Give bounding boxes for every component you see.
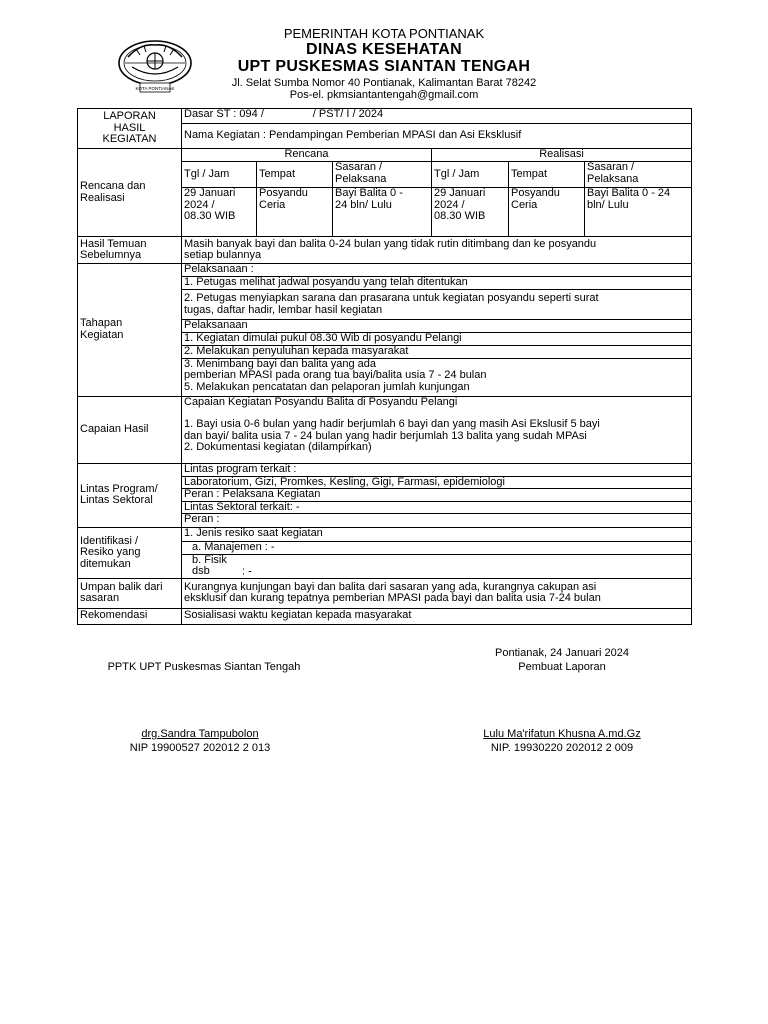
col-tempat-rencana: Tempat <box>257 162 333 188</box>
resiko-item: 1. Jenis resiko saat kegiatan <box>182 528 692 542</box>
signature-right <box>446 727 678 755</box>
right-signer-name: Lulu Ma'rifatun Khusna A.md.Gz <box>483 728 641 740</box>
tahapan-item: 2. Petugas menyiapkan sarana dan prasarana untuk kegiatan posyandu seperti surat tugas, daftar hadir, lembar hasil kegiatan <box>182 290 692 320</box>
label-resiko: Identifikasi / Resiko yang ditemukan <box>78 528 182 579</box>
label-rekomendasi: Rekomendasi <box>78 608 182 624</box>
label-tahapan: Tahapan Kegiatan <box>78 264 182 397</box>
left-signer-nip: NIP 19900527 202012 2 013 <box>129 742 271 754</box>
signature-right-header <box>452 646 672 674</box>
col-sasaran-rencana: Sasaran / Pelaksana <box>333 162 432 188</box>
col-tgl-realisasi: Tgl / Jam <box>432 162 509 188</box>
pembuat-laporan: Pembuat Laporan <box>518 661 606 673</box>
rencana-header: Rencana <box>182 149 432 162</box>
realisasi-header: Realisasi <box>432 149 692 162</box>
rencana-sasaran: Bayi Balita 0 - 24 bln/ Lulu <box>333 188 432 237</box>
rencana-tempat: Posyandu Ceria <box>257 188 333 237</box>
right-signer-nip: NIP. 19930220 202012 2 009 <box>490 742 634 754</box>
lintas-item: Peran : Pelaksana Kegiatan <box>182 489 692 502</box>
tahapan-item: Pelaksanaan <box>182 320 692 333</box>
nama-kegiatan: Nama Kegiatan : Pendampingan Pemberian MPASI dan Asi Eksklusif <box>182 124 692 149</box>
city-emblem-icon <box>116 37 194 95</box>
label-capaian: Capaian Hasil <box>78 396 182 463</box>
pptk-title: PPTK UPT Puskesmas Siantan Tengah <box>107 661 301 673</box>
lintas-item: Lintas program terkait : <box>182 463 692 476</box>
tahapan-item: 3. Menimbang bayi dan balita yang ada pemberian MPASI pada orang tua bayi/balita usia 7 - 24 bulan 5. Melakukan pencatatan dan pelaporan jumlah kunjungan <box>182 358 692 396</box>
left-signer-name: drg.Sandra Tampubolon <box>141 728 259 740</box>
hasil-temuan: Masih banyak bayi dan balita 0-24 bulan yang tidak rutin ditimbang dan ke posyandu setiap bulannya <box>182 237 692 264</box>
realisasi-tempat: Posyandu Ceria <box>509 188 585 237</box>
capaian-hasil: Capaian Kegiatan Posyandu Balita di Posyandu Pelangi 1. Bayi usia 0-6 bulan yang hadir berjumlah 6 bayi dan yang masih Asi Ekslusif 5 bayi dan bayi/ balita usia 7 - 24 bulan yang hadir berjumlah 13 balita yang sudah MPAsi 2. Dokumentasi kegiatan (dilampirkan) <box>182 396 692 463</box>
dasar-st: Dasar ST : 094 / / PST/ I / 2024 <box>182 109 692 124</box>
umpan-balik: Kurangnya kunjungan bayi dan balita dari sasaran yang ada, kurangnya cakupan asi eksklusif dan kurang tepatnya pemberian MPASI pada bayi dan balita usia 7-24 bulan <box>182 578 692 608</box>
label-hasil-temuan: Hasil Temuan Sebelumnya <box>78 237 182 264</box>
realisasi-tgl: 29 Januari 2024 / 08.30 WIB <box>432 188 509 237</box>
tahapan-item: 1. Petugas melihat jadwal posyandu yang telah ditentukan <box>182 277 692 290</box>
label-umpan-balik: Umpan balik dari sasaran <box>78 578 182 608</box>
signature-left <box>90 727 310 755</box>
resiko-item: a. Manajemen : - <box>182 542 692 555</box>
lintas-item: Peran : <box>182 514 692 528</box>
col-tempat-realisasi: Tempat <box>509 162 585 188</box>
tahapan-item: Pelaksanaan : <box>182 264 692 277</box>
place-date: Pontianak, 24 Januari 2024 <box>495 647 629 659</box>
rekomendasi: Sosialisasi waktu kegiatan kepada masyarakat <box>182 608 692 624</box>
logo-text: KOTA PONTIANAK <box>135 86 175 91</box>
tahapan-item: 1. Kegiatan dimulai pukul 08.30 Wib di posyandu Pelangi <box>182 333 692 346</box>
agency-name: DINAS KESEHATAN <box>306 41 462 58</box>
gov-name: PEMERINTAH KOTA PONTIANAK <box>283 26 485 41</box>
report-table <box>77 108 692 625</box>
col-sasaran-realisasi: Sasaran / Pelaksana <box>585 162 692 188</box>
label-lintas: Lintas Program/ Lintas Sektoral <box>78 463 182 528</box>
letterhead <box>200 26 568 101</box>
tahapan-item: 2. Melakukan penyuluhan kepada masyarakat <box>182 345 692 358</box>
resiko-item: b. Fisik dsb : - <box>182 554 692 578</box>
realisasi-sasaran: Bayi Balita 0 - 24 bln/ Lulu <box>585 188 692 237</box>
address: Jl. Selat Sumba Nomor 40 Pontianak, Kalimantan Barat 78242 <box>231 77 537 89</box>
email: Pos-el. pkmsiantantengah@gmail.com <box>289 89 479 101</box>
unit-name: UPT PUSKESMAS SIANTAN TENGAH <box>237 58 531 75</box>
label-rencana-realisasi: Rencana dan Realisasi <box>78 149 182 237</box>
report-title-cell: LAPORAN HASIL KEGIATAN <box>78 109 182 149</box>
col-tgl-rencana: Tgl / Jam <box>182 162 257 188</box>
lintas-item: Laboratorium, Gizi, Promkes, Kesling, Gigi, Farmasi, epidemiologi <box>182 476 692 489</box>
lintas-item: Lintas Sektoral terkait: - <box>182 501 692 514</box>
rencana-tgl: 29 Januari 2024 / 08.30 WIB <box>182 188 257 237</box>
